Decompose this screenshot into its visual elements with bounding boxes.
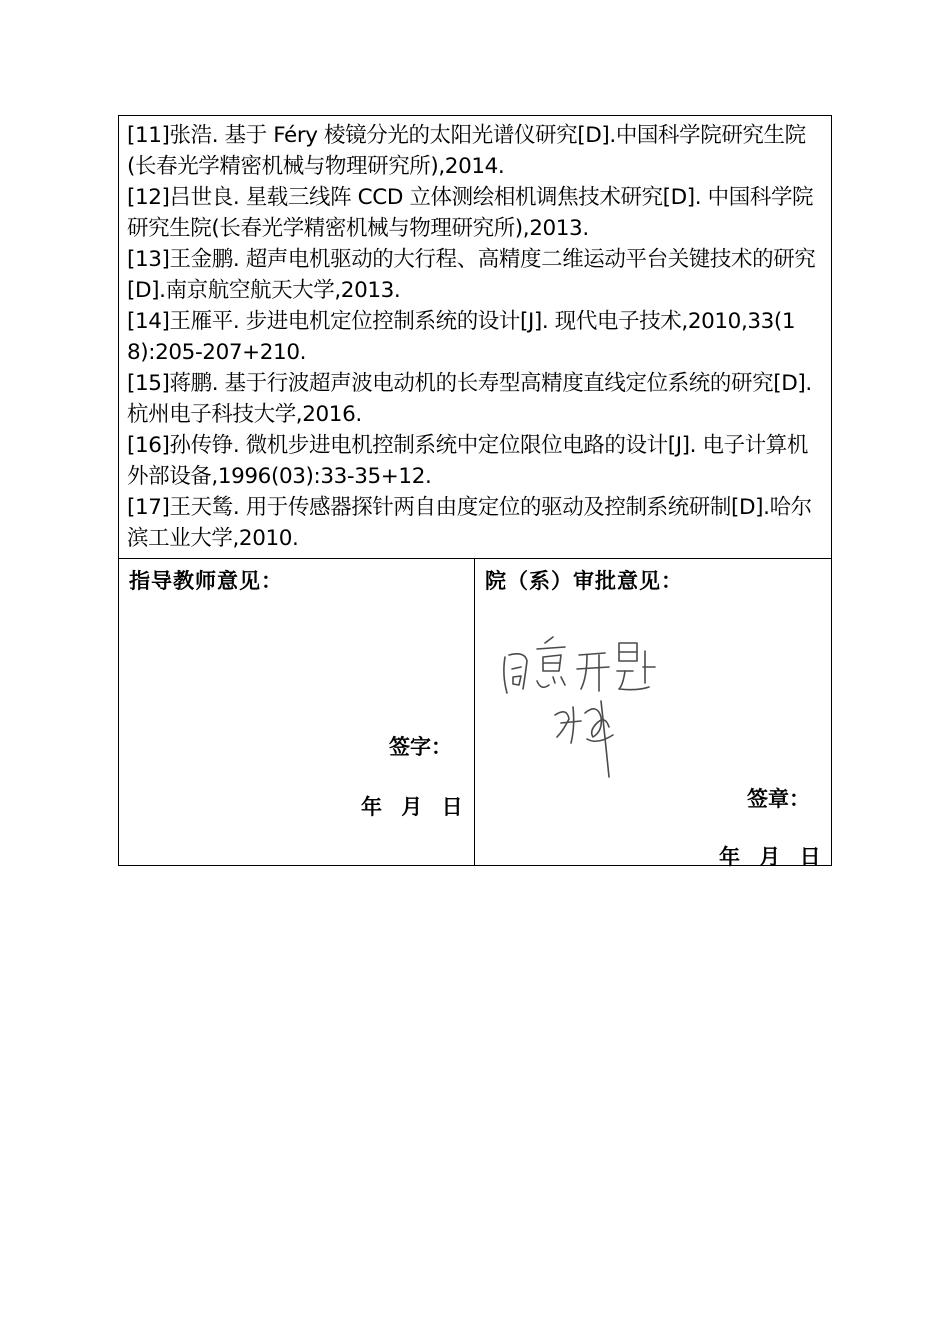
- advisor-date-label: 年 月 日: [361, 795, 464, 819]
- reference-item-12: [12]吕世良. 星载三线阵 CCD 立体测绘相机调焦技术研究[D]. 中国科学院研究生院(长春光学精密机械与物理研究所),2013.: [127, 185, 814, 241]
- handwritten-signature: [497, 627, 667, 787]
- reference-item-13: [13]王金鹏. 超声电机驱动的大行程、高精度二维运动平台关键技术的研究[D].南京航空航天大学,2013.: [127, 247, 816, 303]
- department-approval-heading: 院（系）审批意见：: [485, 569, 683, 593]
- advisor-sign-label: 签字：: [389, 735, 452, 759]
- advisor-opinion-heading: 指导教师意见：: [129, 569, 283, 593]
- reference-item-14: [14]王雁平. 步进电机定位控制系统的设计[J]. 现代电子技术,2010,33(18):205-207+210.: [127, 309, 796, 365]
- department-seal-label: 签章：: [747, 787, 810, 811]
- opinion-form-table: [118, 115, 832, 869]
- reference-item-15: [15]蒋鹏. 基于行波超声波电动机的长寿型高精度直线定位系统的研究[D].杭州电子科技大学,2016.: [127, 371, 812, 427]
- reference-item-17: [17]王天鸶. 用于传感器探针两自由度定位的驱动及控制系统研制[D].哈尔滨工业大学,2010.: [127, 495, 812, 551]
- advisor-opinion-cell: [119, 559, 475, 865]
- reference-item-11: [11]张浩. 基于 Féry 棱镜分光的太阳光谱仪研究[D].中国科学院研究生院(长春光学精密机械与物理研究所),2014.: [127, 123, 806, 179]
- department-approval-cell: [475, 559, 831, 869]
- references-cell: [119, 116, 831, 559]
- department-date-label: 年 月 日: [719, 845, 822, 869]
- opinion-row: [119, 559, 831, 869]
- reference-item-16: [16]孙传铮. 微机步进电机控制系统中定位限位电路的设计[J]. 电子计算机外部设备,1996(03):33-35+12.: [127, 433, 808, 489]
